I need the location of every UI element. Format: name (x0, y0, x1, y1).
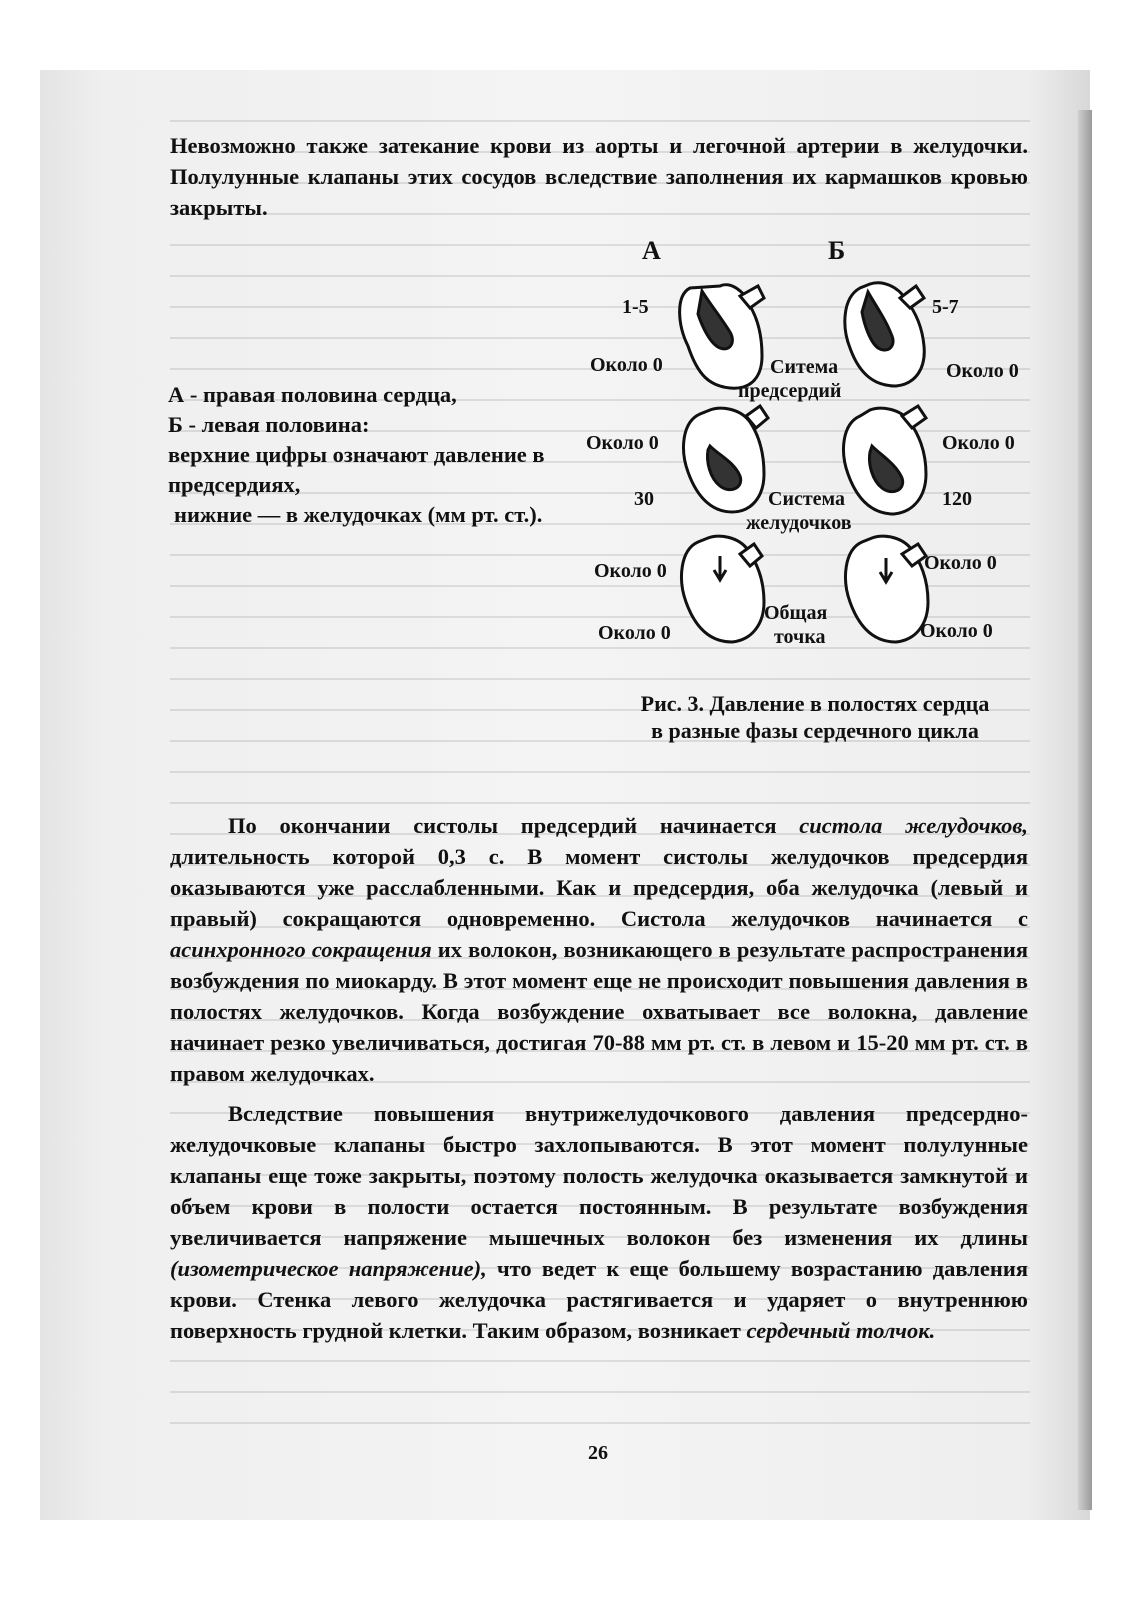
caption-line: Рис. 3. Давление в полостях сердца (640, 691, 990, 716)
emphasis-term: сердечный толчок. (746, 1318, 936, 1343)
heart-right-ventricular-systole (684, 406, 768, 512)
row2-center: Система (768, 488, 846, 510)
row3-right-bottom: Около 0 (920, 620, 993, 642)
text-run: Вследствие повышения внутрижелудочкового давления предсердно-желудочковые клапаны быстро захлопываются. В этот момент полулунные клапаны еще тоже закрыты, поэтому полость желудочка оказывается замкнутой и объем крови в полости остается постоянным. В результате возбуждения увеличивается напряжение мышечных волокон без изменения их длины (170, 1101, 1028, 1250)
row1-left-bottom: Около 0 (590, 354, 663, 376)
text-run: По окончании систолы предсердий начинается (228, 813, 800, 838)
heart-right-diastole (682, 536, 764, 642)
paragraph-isometric-tension (170, 1098, 1028, 1346)
page-number: 26 (588, 1442, 608, 1464)
text-run: что ведет к еще большему возрастанию давления крови. Стенка левого желудочка растягивается и ударяет о внутреннюю поверхность грудной клетки. Таким образом, возникает (170, 1256, 1028, 1343)
emphasis-term: систола желудочков, (799, 813, 1029, 838)
paragraph-top: Невозможно также затекание крови из аорты и легочной артерии в желудочки. Полулунные клапаны этих сосудов вследствие заполнения их кармашков кровью закрыты. (170, 133, 1028, 220)
row1-center: Ситема (770, 356, 839, 378)
legend-line: Б - левая половина: (168, 412, 370, 437)
heart-left-diastole (846, 536, 928, 642)
row3-left-top: Около 0 (594, 560, 667, 582)
scan-edge (1078, 110, 1092, 1510)
label-a: А (642, 236, 661, 265)
legend-line: предсердиях, (168, 472, 301, 497)
text-run: их волокон, возникающего в результате распространения возбуждения по миокарду. В этот момент еще не происходит повышения давления в полостях желудочков. Когда возбуждение охватывает все волокна, давление начинает резко увеличиваться, достигая 70-88 мм рт. ст. в левом и 15-20 мм рт. ст. в правом желудочках. (170, 937, 1029, 1086)
emphasis-term: (изометрическое напряжение), (170, 1256, 487, 1281)
row1-center2: предсердий (738, 380, 842, 402)
text-run: длительность которой 0,3 с. В момент систолы желудочков предсердия оказываются уже расслабленными. Как и предсердия, оба желудочка (левый и правый) сокращаются одновременно. Систола желудочков начинается с (170, 844, 1028, 931)
label-b: Б (828, 236, 846, 265)
figure-caption (600, 690, 1030, 744)
heart-pressure-figure (580, 236, 1030, 656)
paragraph-ventricular-systole (170, 810, 1028, 1089)
heart-left-atrial-systole (845, 283, 924, 386)
legend-line: верхние цифры означают давление в (168, 442, 545, 467)
heart-right-atrial-systole (680, 285, 764, 388)
figure-legend (168, 380, 588, 530)
heart-left-ventricular-systole (844, 406, 926, 514)
row2-left-bottom: 30 (634, 488, 654, 510)
row3-center2: точка (774, 626, 826, 648)
row3-center: Общая (764, 602, 828, 624)
row2-right-bottom: 120 (942, 488, 972, 510)
legend-line: А - правая половина сердца, (168, 382, 457, 407)
row2-center2: желудочков (746, 512, 852, 534)
row2-left-top: Около 0 (586, 432, 659, 454)
row3-left-bottom: Около 0 (598, 622, 671, 644)
row1-left-top: 1-5 (622, 296, 649, 318)
legend-line: нижние — в желудочках (мм рт. ст.). (174, 502, 543, 527)
row1-right-top: 5-7 (932, 296, 959, 318)
caption-line: в разные фазы сердечного цикла (651, 718, 979, 743)
emphasis-term: асинхронного сокращения (170, 937, 432, 962)
row1-right-bottom: Около 0 (946, 360, 1019, 382)
row2-right-top: Около 0 (942, 432, 1015, 454)
row3-right-top: Около 0 (924, 552, 997, 574)
